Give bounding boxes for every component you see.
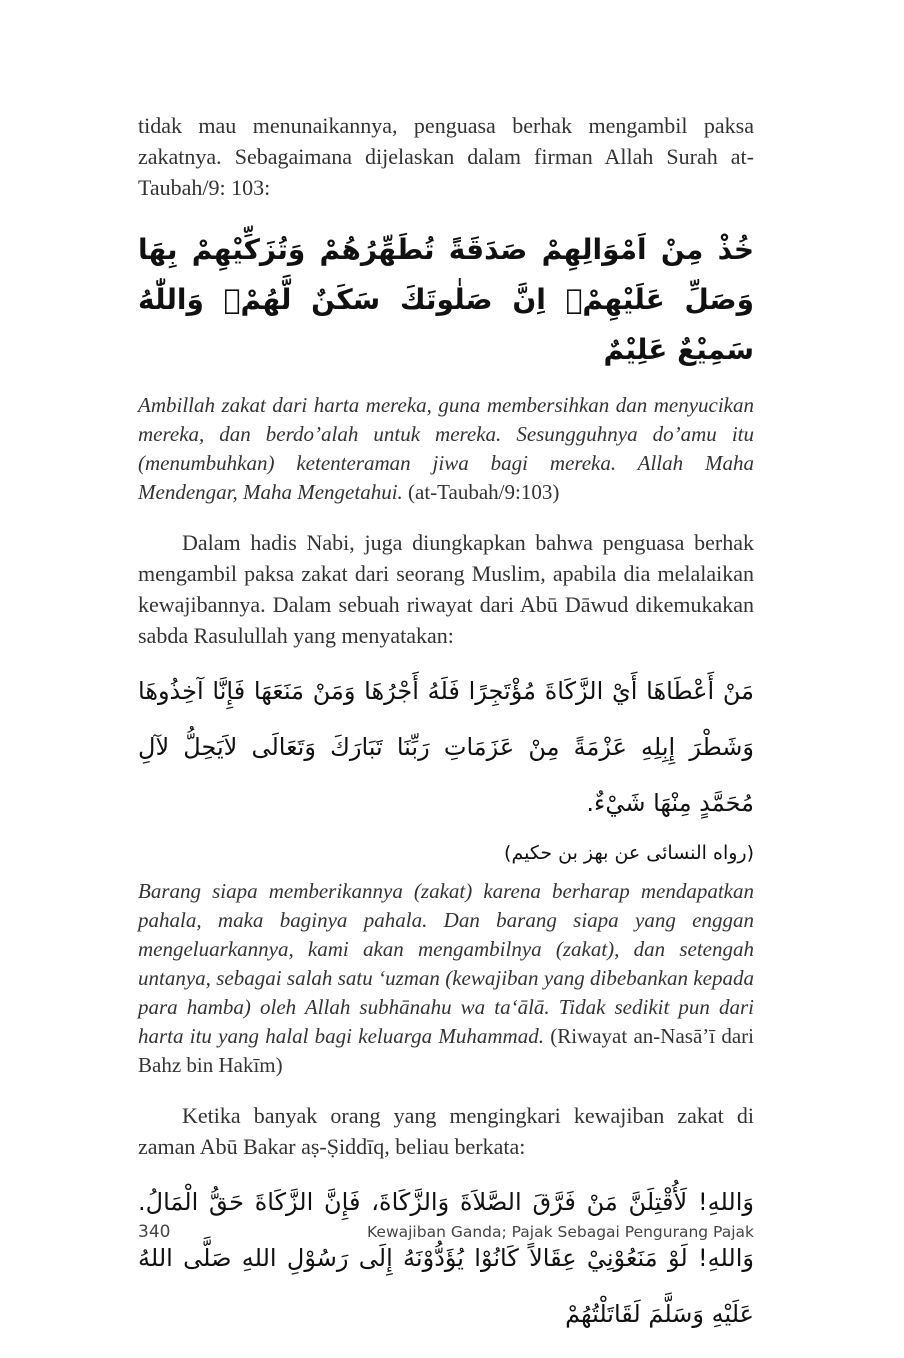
running-title: Kewajiban Ganda; Pajak Sebagai Pengurang Pajak [367,1223,754,1241]
abubakar-intro-paragraph: Ketika banyak orang yang mengingkari kewajiban zakat di zaman Abū Bakar aṣ-Ṣiddīq, beliau berkata: [138,1103,754,1159]
hadith-translation [138,877,754,1080]
hadith-arabic: مَنْ أَعْطَاهَا أَيْ الزَّكَاةَ مُؤْتَجِرًا فَلَهُ أَجْرُهَا وَمَنْ مَنَعَهَا فَإِنَّا آخِذُوهَا وَشَطْرَ إِبِلِهِ عَزْمَةً مِنْ عَزَمَاتِ رَبِّنَا تَبَارَكَ وَتَعَالَى لاَيَحِلُّ لآلِ مُحَمَّدٍ مِنْهَا شَيْءٌ. [138,677,754,817]
intro-paragraph: tidak mau menunaikannya, penguasa berhak mengambil paksa zakatnya. Sebagaimana dijelaskan dalam firman Allah Surah at-Taubah/9: 103: [138,113,754,200]
hadith-translation-reference: (Riwayat an-Nasā’ī dari Bahz bin Hakīm) [138,1024,754,1077]
page-footer [138,1222,754,1242]
hadith-translation-text: Barang siapa memberikannya (zakat) karena berharap mendapatkan pahala, maka baginya pahala. Dan barang siapa yang enggan mengeluarkannya, kami akan mengambilnya (zakat), dan setengah untanya, sebagai salah satu ‘uzman (kewajiban yang dibebankan kepada para hamba) oleh Allah subhānahu wa ta‘ālā. Tidak sedikit pun dari harta itu yang halal bagi keluarga Muhammad. [138,879,754,1048]
page-number: 340 [138,1222,171,1242]
abubakar-quote-arabic: وَاللهِ! لَأُقْتِلَنَّ مَنْ فَرَّقَ الصَّلاَةَ وَالزَّكَاةَ، فَإِنَّ الزَّكَاةَ حَقُّ الْمَالُ. وَاللهِ! لَوْ مَنَعُوْنِيْ عِقَالاً كَانُوْا يُؤَدُّوْنَهُ إِلَى رَسُوْلِ اللهِ صَلَّى اللهُ عَلَيْهِ وَسَلَّمَ لَقَاتَلْتُهُمْ [138,1188,754,1328]
hadith-source-arabic: (رواه النسائى عن بهز بن حكيم) [504,842,754,864]
hadis-intro-paragraph: Dalam hadis Nabi, juga diungkapkan bahwa penguasa berhak mengambil paksa zakat dari seorang Muslim, apabila dia melalaikan kewajibannya. Dalam sebuah riwayat dari Abū Dāwud dikemukakan sabda Rasulullah yang menyatakan: [138,530,754,648]
quran-translation [138,391,754,507]
quran-translation-text: Ambillah zakat dari harta mereka, guna membersihkan dan menyucikan mereka, dan berdo’alah untuk mereka. Sesungguhnya do’amu itu (menumbuhkan) ketenteraman jiwa bagi mereka. Allah Maha Mendengar, Maha Mengetahui. [138,393,754,504]
page-content [138,110,754,1342]
quran-translation-reference: (at-Taubah/9:103) [402,480,560,504]
quran-verse-arabic: خُذْ مِنْ اَمْوَالِهِمْ صَدَقَةً تُطَهِّرُهُمْ وَتُزَكِّيْهِمْ بِهَا وَصَلِّ عَلَيْهِمْۗ اِنَّ صَلٰوتَكَ سَكَنٌ لَّهُمْۗ وَاللّٰهُ سَمِيْعٌ عَلِيْمٌ [138,233,754,366]
